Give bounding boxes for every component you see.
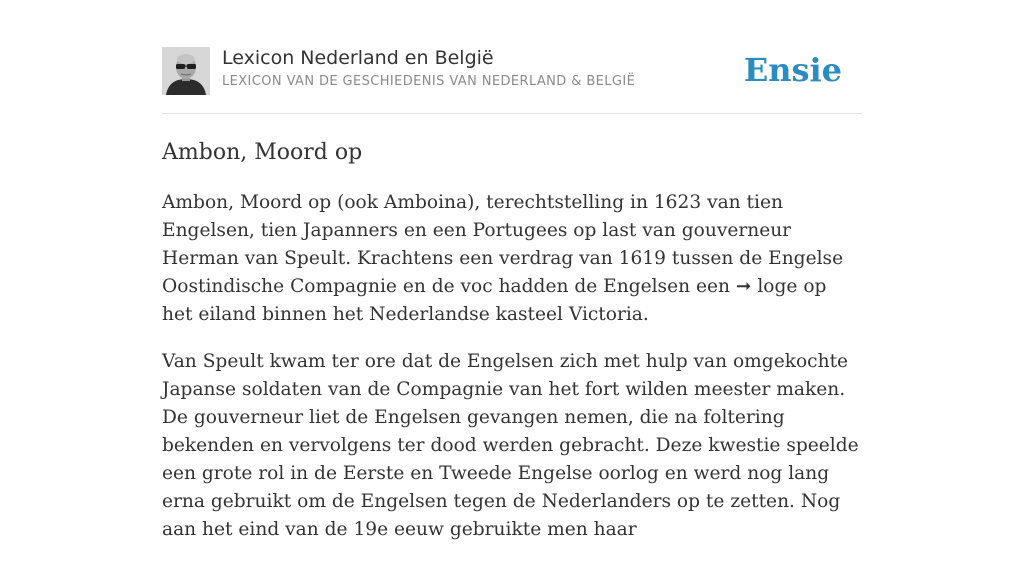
article-paragraph: Ambon, Moord op (ook Amboina), terechtstelling in 1623 van tien Engelsen, tien Japanners en een Portugees op last van gouverneur Herman van Speult. Krachtens een verdrag van 1619 tussen de Engelse Oostindische Compagnie en de voc hadden de Engelsen een ➞ loge op het eiland binnen het Nederlandse kasteel Victoria. xyxy=(162,192,844,325)
article-body xyxy=(162,189,862,563)
article-title: Ambon, Moord op xyxy=(162,140,363,165)
ensie-logo[interactable]: Ensie xyxy=(743,51,842,89)
lexicon-title[interactable]: Lexicon Nederland en België xyxy=(222,47,494,69)
lexicon-subtitle: LEXICON VAN DE GESCHIEDENIS VAN NEDERLAND & BELGIË xyxy=(222,74,636,89)
article-paragraph: Van Speult kwam ter ore dat de Engelsen zich met hulp van omgekochte Japanse soldaten van de Compagnie van het fort wilden meester maken. De gouverneur liet de Engelsen gevangen nemen, die na foltering bekenden en vervolgens ter dood werden gebracht. Deze kwestie speelde een grote rol in de Eerste en Tweede Engelse oorlog en werd nog lang erna gebruikt om de Engelsen tegen de Nederlanders op te zetten. Nog aan het eind van de 19e eeuw gebruikte men haar xyxy=(162,351,859,540)
header-divider xyxy=(162,113,862,114)
avatar[interactable] xyxy=(162,47,210,95)
header xyxy=(162,46,862,96)
author-photo-icon xyxy=(162,47,210,95)
